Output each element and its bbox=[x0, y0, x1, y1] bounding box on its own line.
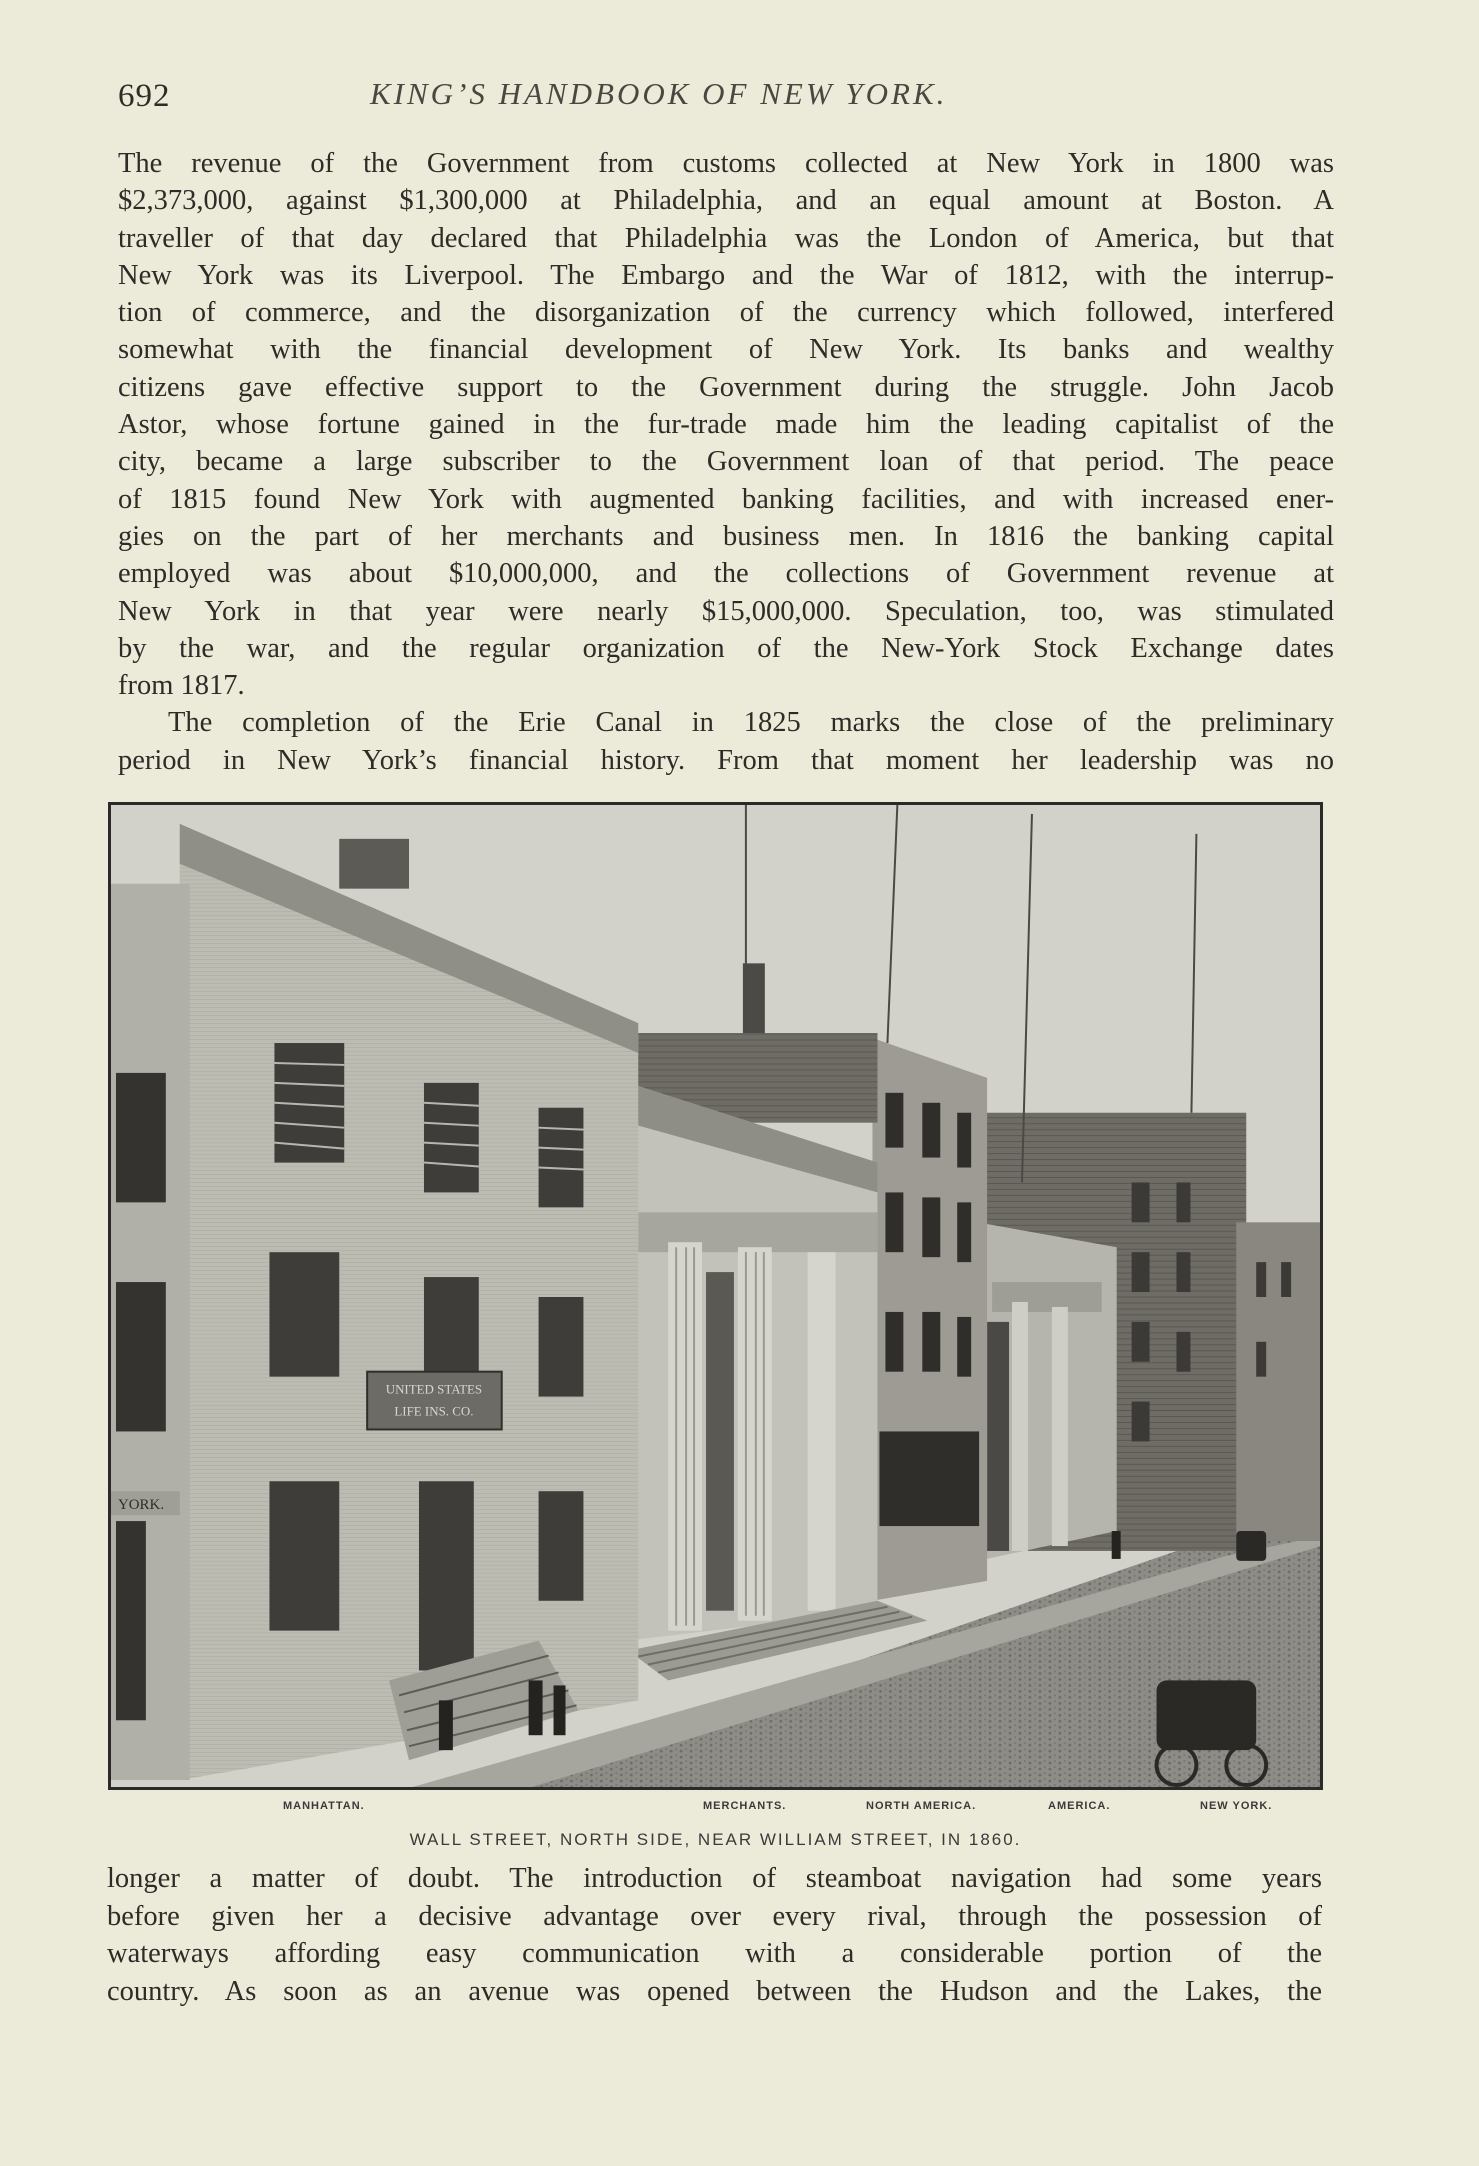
page-number: 692 bbox=[118, 78, 171, 114]
text-line: by the war, and the regular organization of the New-York Stock Exchange dates bbox=[118, 632, 1334, 664]
running-title: KING’S HANDBOOK OF NEW YORK. bbox=[370, 76, 948, 111]
text-line: $2,373,000, against $1,300,000 at Philadelphia, and an equal amount at Boston. A bbox=[118, 185, 1334, 217]
label-manhattan: MANHATTAN. bbox=[283, 1800, 365, 1812]
text-line: of 1815 found New York with augmented banking facilities, and with increased ener- bbox=[118, 483, 1334, 515]
text-line: period in New York’s financial history. From that moment her leadership was no bbox=[118, 744, 1334, 776]
text-line: waterways affording easy communication with a considerable portion of the bbox=[107, 1938, 1322, 1969]
text-line: traveller of that day declared that Philadelphia was the London of America, but that bbox=[118, 222, 1334, 254]
text-line: employed was about $10,000,000, and the collections of Government revenue at bbox=[118, 558, 1334, 590]
text-line: before given her a decisive advantage over every rival, through the possession of bbox=[107, 1900, 1322, 1932]
body-text-top bbox=[118, 145, 1334, 779]
sign-line-2: LIFE INS. CO. bbox=[394, 1403, 474, 1419]
text-line: New York was its Liverpool. The Embargo and the War of 1812, with the interrup- bbox=[118, 259, 1334, 291]
body-text-bottom bbox=[107, 1860, 1322, 2010]
building-labels bbox=[108, 1800, 1323, 1820]
label-merchants: MERCHANTS. bbox=[703, 1800, 787, 1812]
text-line: The completion of the Erie Canal in 1825 marks the close of the preliminary bbox=[168, 707, 1334, 739]
label-new-york: NEW YORK. bbox=[1200, 1800, 1273, 1812]
figure-caption: WALL STREET, NORTH SIDE, NEAR WILLIAM STREET, IN 1860. bbox=[409, 1830, 1022, 1849]
paragraph-1 bbox=[118, 145, 1334, 704]
left-sign: YORK. bbox=[117, 1497, 165, 1514]
label-north-america: NORTH AMERICA. bbox=[866, 1800, 977, 1812]
text-line: Astor, whose fortune gained in the fur-trade made him the leading capitalist of the bbox=[118, 409, 1334, 441]
text-line: longer a matter of doubt. The introduction of steamboat navigation had some years bbox=[107, 1863, 1322, 1894]
text-line: The revenue of the Government from customs collected at New York in 1800 was bbox=[118, 148, 1334, 179]
text-line: somewhat with the financial development of New York. Its banks and wealthy bbox=[118, 334, 1334, 366]
label-america: AMERICA. bbox=[1048, 1800, 1111, 1812]
text-line: city, became a large subscriber to the Government loan of that period. The peace bbox=[118, 446, 1334, 478]
text-line: gies on the part of her merchants and business men. In 1816 the banking capital bbox=[118, 520, 1334, 552]
engraving-drawing bbox=[110, 804, 1321, 1788]
text-line: tion of commerce, and the disorganization of the currency which followed, interfered bbox=[118, 297, 1334, 329]
text-line: from 1817. bbox=[118, 670, 245, 702]
text-line: New York in that year were nearly $15,000,000. Speculation, too, was stimulated bbox=[118, 595, 1334, 627]
paragraph-2-continued bbox=[107, 1860, 1322, 2010]
wall-street-engraving bbox=[108, 802, 1323, 1790]
paragraph-2 bbox=[118, 704, 1334, 779]
text-line: country. As soon as an avenue was opened between the Hudson and the Lakes, the bbox=[107, 1975, 1322, 2007]
text-line: citizens gave effective support to the Government during the struggle. John Jacob bbox=[118, 371, 1334, 403]
sign-line-1: UNITED STATES bbox=[385, 1381, 483, 1397]
